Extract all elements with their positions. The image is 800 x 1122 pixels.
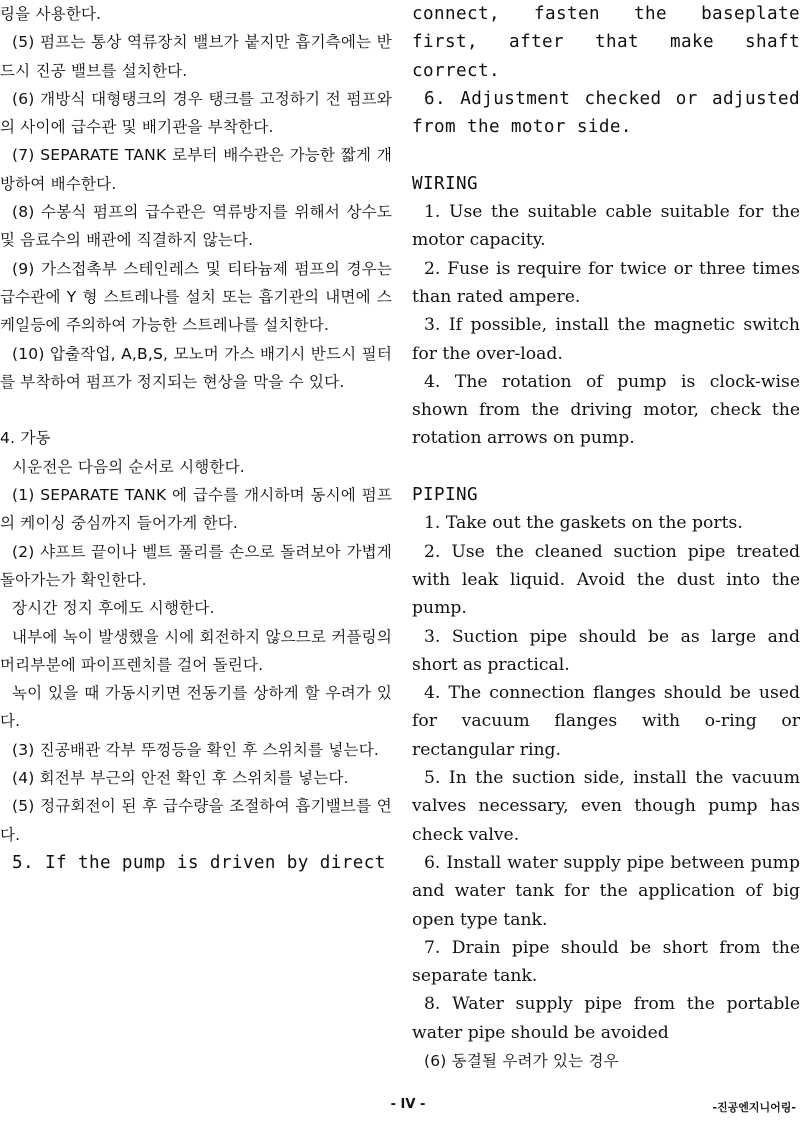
wiring-item-2: 2. Fuse is require for twice or three times than rated ampere. bbox=[412, 258, 800, 307]
spacer bbox=[412, 453, 800, 481]
operation-step-2: (2) 샤프트 끝이나 벨트 풀리를 손으로 돌려보아 가볍게 돌아가는가 확인한다. bbox=[0, 542, 392, 589]
operation-note-2: 내부에 녹이 발생했을 시에 회전하지 않으므로 커플링의 머리부분에 파이프렌치를 걸어 돌린다. bbox=[0, 627, 392, 674]
precaution-10: (10) 압출작업, A,B,S, 모노머 가스 배기시 반드시 필터를 부착하여 펌프가 정지되는 현상을 막을 수 있다. bbox=[0, 344, 392, 391]
operation-step-5: (5) 정규회전이 된 후 급수량을 조절하여 흡기밸브를 연다. bbox=[0, 797, 392, 844]
right-column bbox=[412, 0, 800, 1075]
wiring-item-3: 3. If possible, install the magnetic switch for the over-load. bbox=[412, 315, 800, 364]
wiring-heading: WIRING bbox=[412, 173, 478, 194]
wiring-item-1: 1. Use the suitable cable suitable for the motor capacity. bbox=[412, 202, 800, 251]
piping-item-6: 6. Install water supply pipe between pump and water tank for the application of big open type tank. bbox=[412, 852, 800, 930]
precaution-9: (9) 가스접촉부 스테인레스 및 티타늄제 펌프의 경우는 급수관에 Y 형 스트레나를 설치 또는 흡기관의 내면에 스케일등에 주의하여 가능한 스트레나를 설치한다. bbox=[0, 259, 392, 335]
adjustment-item: 6. Adjustment checked or adjusted from the motor side. bbox=[412, 88, 800, 138]
precaution-6: (6) 개방식 대형탱크의 경우 탱크를 고정하기 전 펌프와의 사이에 급수관 및 배기관을 부착한다. bbox=[0, 89, 392, 137]
company-name: -진공엔지니어링- bbox=[712, 1101, 796, 1114]
piping-heading: PIPING bbox=[412, 485, 478, 506]
spacer bbox=[0, 396, 392, 424]
piping-item-3: 3. Suction pipe should be as large and short as practical. bbox=[412, 626, 800, 675]
piping-item-4: 4. The connection flanges should be used for vacuum flanges with o-ring or rectangular ring. bbox=[412, 683, 800, 760]
operation-step-1: (1) SEPARATE TANK 에 급수를 개시하며 동시에 펌프의 케이싱 중심까지 들어가게 한다. bbox=[0, 486, 392, 533]
operation-step-4: (4) 회전부 부근의 안전 확인 후 스위치를 넣는다. bbox=[12, 769, 349, 788]
piping-item-5: 5. In the suction side, install the vacuum valves necessary, even though pump has check valve. bbox=[412, 768, 800, 845]
operation-heading: 4. 가동 bbox=[0, 429, 51, 448]
piping-item-7: 7. Drain pipe should be short from the separate tank. bbox=[412, 937, 800, 987]
korean-tail: (6) 동결될 우려가 있는 경우 bbox=[424, 1051, 619, 1070]
precaution-8: (8) 수봉식 펌프의 급수관은 역류방지를 위해서 상수도 및 음료수의 배관에 직결하지 않는다. bbox=[0, 203, 392, 250]
piping-item-2: 2. Use the cleaned suction pipe treated with leak liquid. Avoid the dust into the pump. bbox=[412, 541, 800, 619]
left-column bbox=[0, 0, 392, 877]
operation-step-3: (3) 진공배관 각부 뚜껑등을 확인 후 스위치를 넣는다. bbox=[12, 740, 380, 759]
page-number: - IV - bbox=[390, 1097, 426, 1112]
continuation-text: connect, fasten the baseplate first, after that make shaft correct. bbox=[412, 4, 800, 81]
piping-item-1: 1. Take out the gaskets on the ports. bbox=[424, 513, 743, 534]
operation-note-1: 장시간 정지 후에도 시행한다. bbox=[12, 599, 215, 618]
piping-item-8: 8. Water supply pipe from the portable water pipe should be avoided bbox=[412, 994, 800, 1043]
operation-intro: 시운전은 다음의 순서로 시행한다. bbox=[12, 457, 245, 476]
precaution-7: (7) SEPARATE TANK 로부터 배수관은 가능한 짧게 개방하여 배수한다. bbox=[0, 146, 392, 193]
intro-line: 링을 사용한다. bbox=[0, 5, 102, 23]
spacer bbox=[412, 141, 800, 169]
wiring-item-4: 4. The rotation of pump is clock-wise shown from the driving motor, check the rotation arrows on pump. bbox=[412, 371, 800, 449]
operation-note-3: 녹이 있을 때 가동시키면 전동기를 상하게 할 우려가 있다. bbox=[0, 684, 392, 731]
precaution-5: (5) 펌프는 통상 역류장치 밸브가 붙지만 흡기측에는 반드시 진공 밸브를 설치한다. bbox=[0, 33, 392, 80]
english-tail: 5. If the pump is driven by direct bbox=[12, 852, 386, 873]
